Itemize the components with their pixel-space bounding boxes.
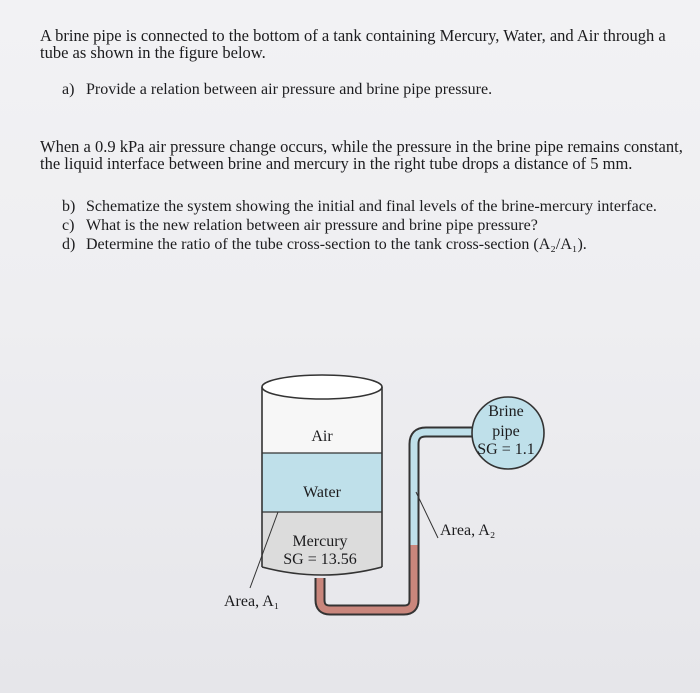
tank-top: [262, 375, 382, 399]
question-d-label: d): [62, 236, 76, 253]
brine-label: Brine: [488, 403, 524, 420]
area-a2-label: Area, A₂: [440, 522, 496, 539]
question-c-text: What is the new relation between air pressure and brine pipe pressure?: [86, 217, 538, 234]
water-label: Water: [303, 484, 341, 501]
question-a-text: Provide a relation between air pressure and brine pipe pressure.: [86, 81, 493, 98]
question-a-label: a): [62, 81, 75, 98]
air-label: Air: [311, 428, 333, 445]
area-a1-label: Area, A₁: [224, 593, 280, 610]
question-b-label: b): [62, 198, 76, 215]
question-d-text: Determine the ratio of the tube cross-section to the tank cross-section (A₂/A₁).: [86, 236, 587, 253]
brine-sg-label: SG = 1.1: [477, 441, 535, 458]
problem-scenario: When a 0.9 kPa air pressure change occurs, while the pressure in the brine pipe remains constant, the liquid interface between brine and mercury in the right tube drops a distance of 5 mm.: [40, 137, 683, 173]
tank-water-region: [262, 453, 382, 512]
mercury-label: Mercury: [292, 533, 348, 550]
question-c-label: c): [62, 217, 75, 234]
mercury-sg-label: SG = 13.56: [283, 551, 357, 568]
question-b-text: Schematize the system showing the initial and final levels of the brine-mercury interface.: [86, 198, 657, 215]
problem-intro: A brine pipe is connected to the bottom of a tank containing Mercury, Water, and Air through a tube as shown in the figure below.: [40, 26, 666, 62]
pipe-label: pipe: [492, 423, 520, 440]
